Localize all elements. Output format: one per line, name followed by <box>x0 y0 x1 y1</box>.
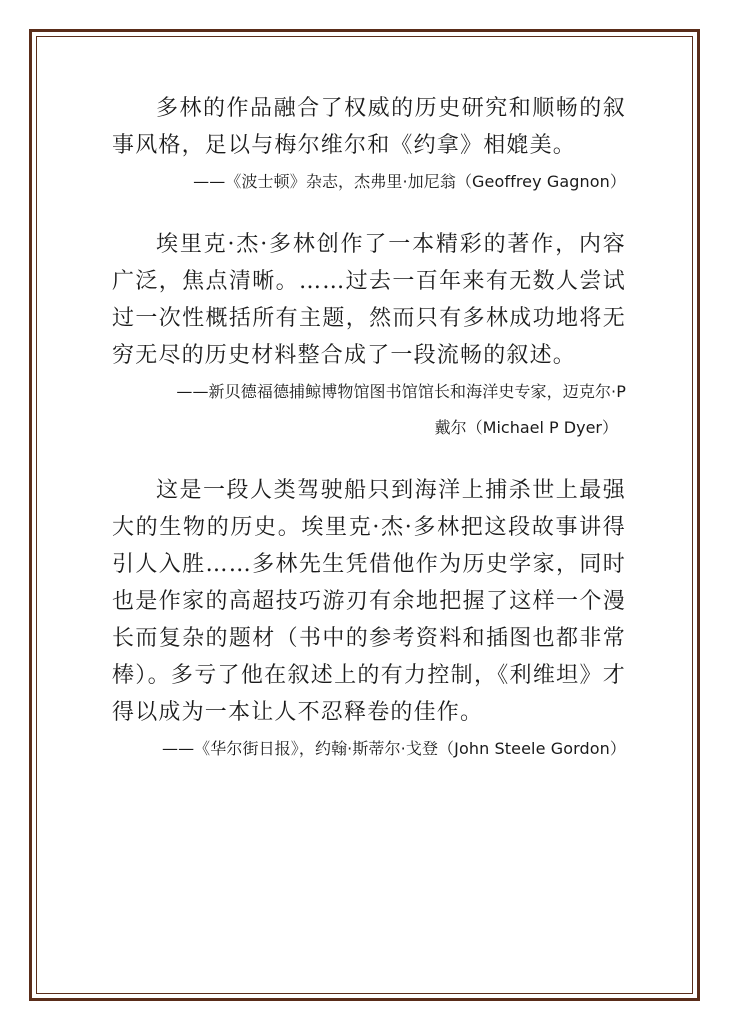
blurb-attribution-continued: 戴尔（Michael P Dyer） <box>434 418 618 437</box>
blurb-text: 埃里克·杰·多林创作了一本精彩的著作，内容广泛，焦点清晰。……过去一百年来有无数人尝试过一次性概括所有主题，然而只有多林成功地将无穷无尽的历史材料整合成了一段流畅的叙述。 <box>112 232 626 368</box>
praise-blurb-3 <box>112 472 626 763</box>
praise-content <box>112 90 626 763</box>
blurb-attribution: ——《华尔街日报》，约翰·斯蒂尔·戈登（John Steele Gordon） <box>161 739 626 758</box>
blurb-text: 这是一段人类驾驶船只到海洋上捕杀世上最强大的生物的历史。埃里克·杰·多林把这段故事讲得引人入胜……多林先生凭借他作为历史学家，同时也是作家的高超技巧游刃有余地把握了这样一个漫长而复杂的题材（书中的参考资料和插图也都非常棒）。多亏了他在叙述上的有力控制，《利维坦》才得以成为一本让人不忍释卷的佳作。 <box>112 478 626 725</box>
blurb-attribution: ——《波士顿》杂志，杰弗里·加尼翁（Geoffrey Gagnon） <box>193 172 626 191</box>
blurb-attribution: ——新贝德福德捕鲸博物馆图书馆馆长和海洋史专家，迈克尔·P <box>176 382 626 401</box>
blurb-text: 多林的作品融合了权威的历史研究和顺畅的叙事风格，足以与梅尔维尔和《约拿》相媲美。 <box>112 96 626 158</box>
praise-blurb-1 <box>112 90 626 196</box>
praise-blurb-2 <box>112 226 626 442</box>
